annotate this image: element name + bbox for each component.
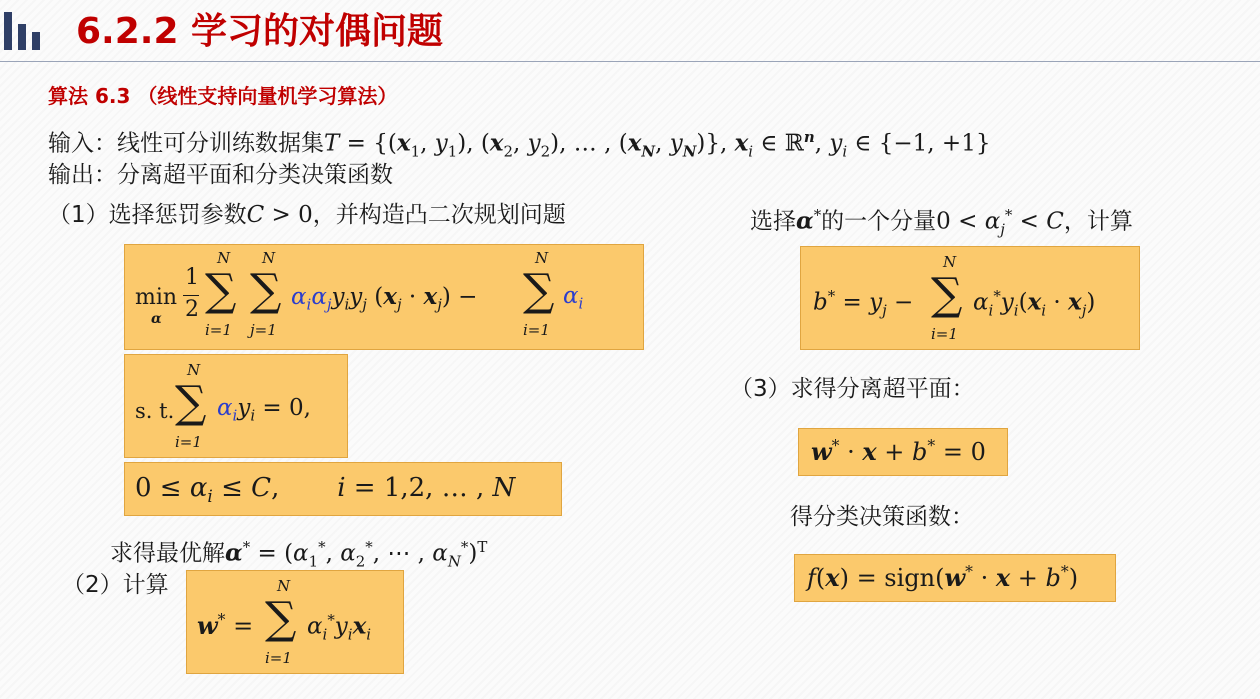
constraint-sum-box: s. t. N ∑ i=1 $\alpha_iy_i = 0$, — [124, 354, 348, 458]
decision-function-box: f(x) = sign(w* · x + b*) — [794, 554, 1116, 602]
algorithm-heading: 算法 6.3 （线性支持向量机学习算法） — [48, 84, 398, 108]
objective-formula-box: min α 1 2 N ∑ i=1 N ∑ j=1 $\alpha_i\alpha_jy_iy_j$ $(x_j \cdot x_j)$ − N ∑ i=1 $\alpha_i$ — [124, 244, 644, 350]
title-divider — [0, 61, 1260, 62]
choose-tail: 的一个分量 — [821, 208, 937, 235]
solution-line: 求得最优解$\alpha^* = (\alpha_1^*$, $\alpha_2^*$, ⋯ , $\alpha_N^*)^T$ — [110, 538, 488, 571]
hyperplane-box: w* · x + b* = 0 — [798, 428, 1008, 476]
step2-text: （2）计算 — [62, 572, 169, 598]
title-bar-icon — [4, 10, 44, 50]
input-label: 输入：线性可分训练数据集 — [48, 130, 324, 157]
step1-text: （1）选择惩罚参数 — [48, 202, 247, 228]
choose-text: 选择 — [750, 208, 796, 235]
step3-text: （3）求得分离超平面： — [730, 376, 975, 402]
b-formula-box: $b^* = y_j$ − N ∑ i=1 $\alpha_i^*y_i(x_i \cdot x_j)$ — [800, 246, 1140, 350]
constraint-bounds-box: $0 \le \alpha_i \le C$, i = 1,2, … , N — [124, 462, 562, 516]
output-line: 输出：分离超平面和分类决策函数 — [48, 162, 393, 188]
w-formula-box: w* = N ∑ i=1 $\alpha_i^*y_ix_i$ — [186, 570, 404, 674]
step1-tail: ，并构造凸二次规划问题 — [312, 202, 566, 228]
solution-text: 求得最优解 — [110, 540, 225, 567]
formula-min: min — [135, 285, 178, 310]
choose-tail2: ，计算 — [1063, 208, 1133, 235]
choose-line: 选择α*的一个分量$0 < \alpha_j^* < C$，计算 — [750, 206, 1133, 239]
page-title: 6.2.2 学习的对偶问题 — [76, 11, 444, 52]
decision-text: 得分类决策函数： — [790, 504, 974, 530]
step1-line: （1）选择惩罚参数C > 0，并构造凸二次规划问题 — [48, 202, 566, 228]
formula-st: s. t. — [135, 399, 175, 423]
input-math: T — [324, 130, 340, 157]
input-line: 输入：线性可分训练数据集$T = \{(x_1$, $y_1$), ($x_2$, $y_2$), … , ($x_N$, $y_N$)}, $x_i$ ∈ ℝ$^n$, $y_i$ ∈ {−1, +1} — [48, 128, 991, 161]
